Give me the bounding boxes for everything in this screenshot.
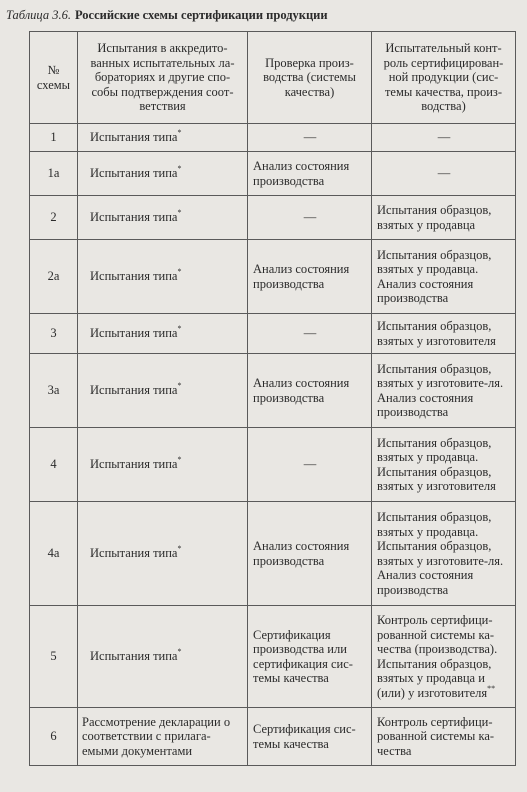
tests-cell xyxy=(78,152,248,196)
footnote-mark: * xyxy=(177,128,182,138)
tests-cell-text: Испытания типа xyxy=(90,546,178,561)
control-cell-text: — xyxy=(437,166,451,181)
footnote-mark: * xyxy=(177,267,182,277)
scheme-number-text: 3а xyxy=(47,383,60,398)
header-tests: Испытания в аккредито-ванных испытательных ла-бораториях и другие спо-собы подтверждения соот-ветствия xyxy=(78,32,248,124)
control-cell-text: Испытания образцов, взятых у продавца. Испытания образцов, взятых у изготовите-ля. Анализ состояния производства xyxy=(377,510,504,597)
control-cell xyxy=(372,428,516,502)
tests-cell xyxy=(78,314,248,354)
scheme-number xyxy=(30,354,78,428)
production-check-cell xyxy=(248,314,372,354)
production-check-cell-text: Анализ состояния производства xyxy=(253,539,350,568)
scheme-number-text: 5 xyxy=(50,649,57,664)
production-check-cell-text: Сертификация сис-темы качества xyxy=(253,722,356,751)
production-check-cell xyxy=(248,708,372,766)
footnote-mark: * xyxy=(177,455,182,465)
tests-cell-text: Рассмотрение декларации о соответствии с прилага-емыми документами xyxy=(82,714,231,758)
table-row xyxy=(30,124,516,152)
footnote-mark: * xyxy=(177,544,182,554)
tests-cell-text: Испытания типа xyxy=(90,383,178,398)
control-cell-text: Испытания образцов, взятых у продавца. Анализ состояния производства xyxy=(377,247,492,305)
production-check-cell-text: — xyxy=(303,326,317,341)
control-cell-text: Испытания образцов, взятых у изготовите-ля. Анализ состояния производства xyxy=(377,361,504,419)
production-check-cell-text: — xyxy=(303,210,317,225)
production-check-cell-text: — xyxy=(303,130,317,145)
control-cell-text: Контроль сертифици-рованной системы ка-чества (производства). Испытания образцов, взятых у продавца и (или) у изготовителя xyxy=(377,613,498,700)
footnote-mark: * xyxy=(177,381,182,391)
table-row xyxy=(30,606,516,708)
tests-cell-text: Испытания типа xyxy=(90,269,178,284)
scheme-number xyxy=(30,314,78,354)
control-cell-text: Контроль сертифици-рованной системы ка-чества xyxy=(377,714,495,758)
caption-label: Таблица 3.6. xyxy=(6,8,71,22)
production-check-cell xyxy=(248,606,372,708)
tests-cell-text: Испытания типа xyxy=(90,130,178,145)
scheme-number-text: 2 xyxy=(50,210,57,225)
table-row xyxy=(30,196,516,240)
tests-cell-text: Испытания типа xyxy=(90,457,178,472)
tests-cell xyxy=(78,428,248,502)
production-check-cell xyxy=(248,502,372,606)
production-check-cell xyxy=(248,354,372,428)
production-check-cell xyxy=(248,124,372,152)
production-check-cell xyxy=(248,240,372,314)
table-caption xyxy=(6,8,328,23)
caption-title: Российские схемы сертификации продукции xyxy=(74,8,328,22)
production-check-cell-text: Анализ состояния производства xyxy=(253,159,350,188)
production-check-cell xyxy=(248,152,372,196)
scheme-number xyxy=(30,502,78,606)
scheme-number-text: 3 xyxy=(50,326,57,341)
control-cell xyxy=(372,502,516,606)
tests-cell xyxy=(78,502,248,606)
table-row xyxy=(30,152,516,196)
control-cell-text: Испытания образцов, взятых у продавца. Испытания образцов, взятых у изготовителя xyxy=(377,435,496,493)
scheme-number-text: 1а xyxy=(47,166,60,181)
footnote-mark: * xyxy=(177,208,182,218)
table-row xyxy=(30,240,516,314)
footnote-mark: ** xyxy=(487,683,496,693)
scheme-number-text: 4а xyxy=(47,546,60,561)
control-cell xyxy=(372,354,516,428)
header-row xyxy=(30,32,516,124)
production-check-cell xyxy=(248,196,372,240)
production-check-cell-text: Сертификация производства или сертификация сис-темы качества xyxy=(253,627,353,685)
control-cell xyxy=(372,314,516,354)
tests-cell xyxy=(78,240,248,314)
header-production: Проверка произ-водства (системы качества) xyxy=(248,32,372,124)
scheme-number-text: 2а xyxy=(47,269,60,284)
table-body xyxy=(30,124,516,766)
production-check-cell-text: — xyxy=(303,457,317,472)
tests-cell-text: Испытания типа xyxy=(90,210,178,225)
control-cell xyxy=(372,240,516,314)
scheme-number xyxy=(30,428,78,502)
tests-cell-text: Испытания типа xyxy=(90,326,178,341)
control-cell xyxy=(372,708,516,766)
footnote-mark: * xyxy=(177,324,182,334)
production-check-cell-text: Анализ состояния производства xyxy=(253,376,350,405)
header-num: № схемы xyxy=(30,32,78,124)
scheme-number-text: 6 xyxy=(50,729,57,744)
table-row xyxy=(30,314,516,354)
scheme-number xyxy=(30,240,78,314)
tests-cell xyxy=(78,124,248,152)
table-row xyxy=(30,502,516,606)
scheme-number xyxy=(30,124,78,152)
scheme-number-text: 1 xyxy=(50,130,57,145)
certification-schemes-table xyxy=(29,31,516,766)
control-cell xyxy=(372,196,516,240)
table-row xyxy=(30,428,516,502)
table-row xyxy=(30,708,516,766)
tests-cell xyxy=(78,354,248,428)
scheme-number xyxy=(30,708,78,766)
table-row xyxy=(30,354,516,428)
tests-cell xyxy=(78,708,248,766)
tests-cell-text: Испытания типа xyxy=(90,649,178,664)
production-check-cell-text: Анализ состояния производства xyxy=(253,262,350,291)
scheme-number xyxy=(30,606,78,708)
tests-cell xyxy=(78,606,248,708)
control-cell xyxy=(372,606,516,708)
scheme-number xyxy=(30,196,78,240)
control-cell-text: Испытания образцов, взятых у продавца xyxy=(377,203,492,232)
production-check-cell xyxy=(248,428,372,502)
header-control: Испытательный конт-роль сертифицирован-ной продукции (сис-темы качества, произ-водства) xyxy=(372,32,516,124)
control-cell xyxy=(372,152,516,196)
footnote-mark: * xyxy=(177,164,182,174)
scheme-number-text: 4 xyxy=(50,457,57,472)
scheme-number xyxy=(30,152,78,196)
footnote-mark: * xyxy=(177,647,182,657)
control-cell xyxy=(372,124,516,152)
tests-cell-text: Испытания типа xyxy=(90,166,178,181)
control-cell-text: Испытания образцов, взятых у изготовителя xyxy=(377,319,496,348)
tests-cell xyxy=(78,196,248,240)
control-cell-text: — xyxy=(437,130,451,145)
